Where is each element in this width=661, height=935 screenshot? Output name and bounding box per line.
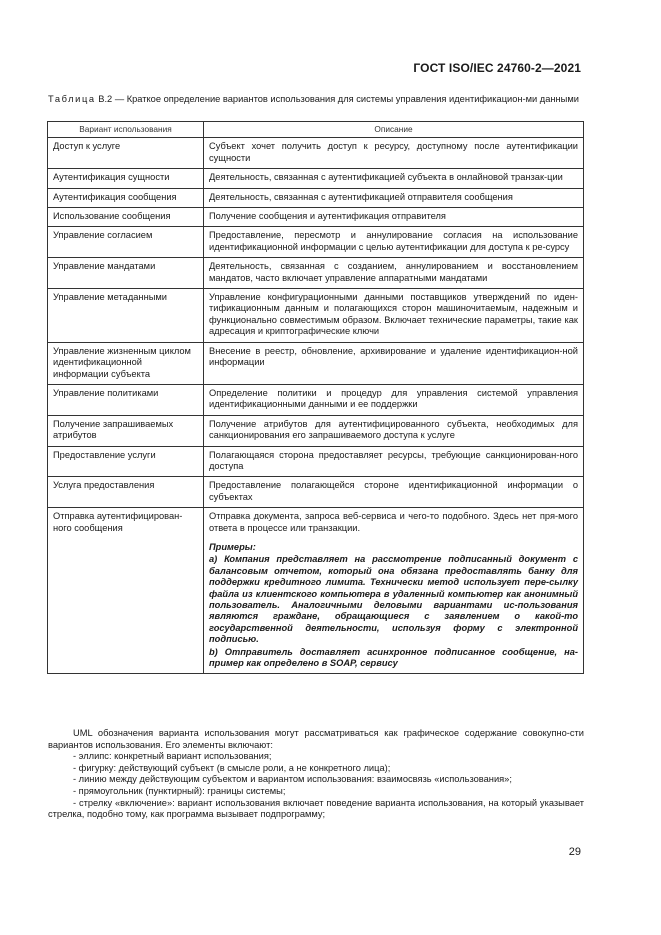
use-case-name: Аутентификация сообщения xyxy=(48,188,204,207)
table-row xyxy=(48,169,584,188)
use-case-name: Доступ к услуге xyxy=(48,138,204,169)
examples-title: Примеры: xyxy=(209,541,256,552)
table-row xyxy=(48,289,584,343)
table-caption-label: Таблица xyxy=(48,94,96,104)
use-case-description: Внесение в реестр, обновление, архивирование и удаление идентификацион-ной информации xyxy=(204,342,584,384)
use-case-description: Предоставление, пересмотр и аннулирование согласия на использование идентификационной информации с целью аутентификации для доступа к ре-сурсу xyxy=(204,227,584,258)
page-number: 29 xyxy=(568,846,581,858)
table-row xyxy=(48,415,584,446)
use-case-description: Получение сообщения и аутентификация отправителя xyxy=(204,208,584,227)
table-row xyxy=(48,477,584,508)
column-header-use-case: Вариант использования xyxy=(48,122,204,138)
table-row-authenticated-message xyxy=(48,508,584,674)
use-case-name: Аутентификация сущности xyxy=(48,169,204,188)
use-case-description: Предоставление полагающейся стороне идентификационной информации о субъектах xyxy=(204,477,584,508)
use-case-description: Деятельность, связанная с созданием, аннулированием и восстановлением мандатов, часто включает управление аппаратными мандатами xyxy=(204,258,584,289)
list-item: - линию между действующим субъектом и вариантом использования: взаимосвязь «использования»; xyxy=(73,774,512,785)
use-case-name: Управление жизненным циклом идентификационной информации субъекта xyxy=(48,342,204,384)
use-case-description: Получение атрибутов для аутентифицированного субъекта, необходимых для санкционирования его запрашиваемого доступа к услуге xyxy=(204,415,584,446)
list-item: - фигурку: действующий субъект (в смысле роли, а не конкретного лица); xyxy=(73,762,391,773)
use-case-description-with-examples xyxy=(204,508,584,674)
use-case-description: Определение политики и процедур для управления системой управления идентификационными данными и ее поддержки xyxy=(204,384,584,415)
use-case-name: Предоставление услуги xyxy=(48,446,204,477)
use-case-description: Управление конфигурационными данными поставщиков утверждений по иден-тификационным данным и полагающихся сторон машиночитаемым, надежным и функционально совместимым образом. Включает технические параметры, такие как адресация и криптографические ключи xyxy=(204,289,584,343)
list-item: - стрелку «включение»: вариант использования включает поведение варианта использования, на который указывает стрелка, подобно тому, как программа вызывает подпрограмму; xyxy=(48,797,584,820)
table-caption-text: — Краткое определение вариантов использования для системы управления идентификацион-ми данными xyxy=(114,94,579,104)
table-row xyxy=(48,384,584,415)
use-case-name: Управление мандатами xyxy=(48,258,204,289)
use-case-description: Деятельность, связанная с аутентификацией отправителя сообщения xyxy=(204,188,584,207)
table-row xyxy=(48,138,584,169)
table-row xyxy=(48,208,584,227)
use-case-description: Субъект хочет получить доступ к ресурсу, доступному после аутентификации сущности xyxy=(204,138,584,169)
table-row xyxy=(48,227,584,258)
use-case-description: Полагающаяся сторона предоставляет ресурсы, требующие санкционирован-ного доступа xyxy=(204,446,584,477)
use-case-name: Получение запрашиваемых атрибутов xyxy=(48,415,204,446)
use-case-table xyxy=(47,121,584,674)
use-case-name: Использование сообщения xyxy=(48,208,204,227)
table-row xyxy=(48,342,584,384)
use-case-name: Отправка аутентифицирован-ного сообщения xyxy=(48,508,204,674)
use-case-name: Управление метаданными xyxy=(48,289,204,343)
example-b: b) Отправитель доставляет асинхронное подписанное сообщение, на-пример как определено в SOAP, сервису xyxy=(209,646,578,669)
use-case-name: Управление согласием xyxy=(48,227,204,258)
table-caption-number: В.2 xyxy=(98,94,113,104)
column-header-description: Описание xyxy=(204,122,584,138)
use-case-name: Управление политиками xyxy=(48,384,204,415)
table-header-row xyxy=(48,122,584,138)
list-item: - прямоугольник (пунктирный): границы системы; xyxy=(73,785,286,796)
table-caption xyxy=(48,94,584,105)
use-case-description: Отправка документа, запроса веб-сервиса и чего-то подобного. Здесь нет пря-мого ответа в процессе или транзакции. xyxy=(209,511,578,533)
use-case-name: Услуга предоставления xyxy=(48,477,204,508)
table-row xyxy=(48,258,584,289)
list-item: - эллипс: конкретный вариант использования; xyxy=(73,751,272,762)
table-row xyxy=(48,446,584,477)
example-a: а) Компания представляет на рассмотрение подписанный документ с балансовым отчетом, который она обязана предоставлять банку для поддержки кредитного лимита. Технически метод использует пере-сылку файла из клиентского компьютера в удаленный компьютер как анонимный пользователь. Аналогичными деловыми вариантами ис-пользования являются граждане, обращающиеся с заявлением о какой-то государственной деятельности, используя форму с электронной подписью. xyxy=(209,554,578,645)
body-intro-paragraph: UML обозначения варианта использования могут рассматриваться как графическое содержание совокупно-сти вариантов использования. Его элементы включают: xyxy=(48,728,584,750)
table-row xyxy=(48,188,584,207)
use-case-description: Деятельность, связанная с аутентификацией субъекта в онлайновой транзак-ции xyxy=(204,169,584,188)
standard-code-header: ГОСТ ISO/IEC 24760-2—2021 xyxy=(413,61,581,75)
body-text xyxy=(48,728,584,821)
